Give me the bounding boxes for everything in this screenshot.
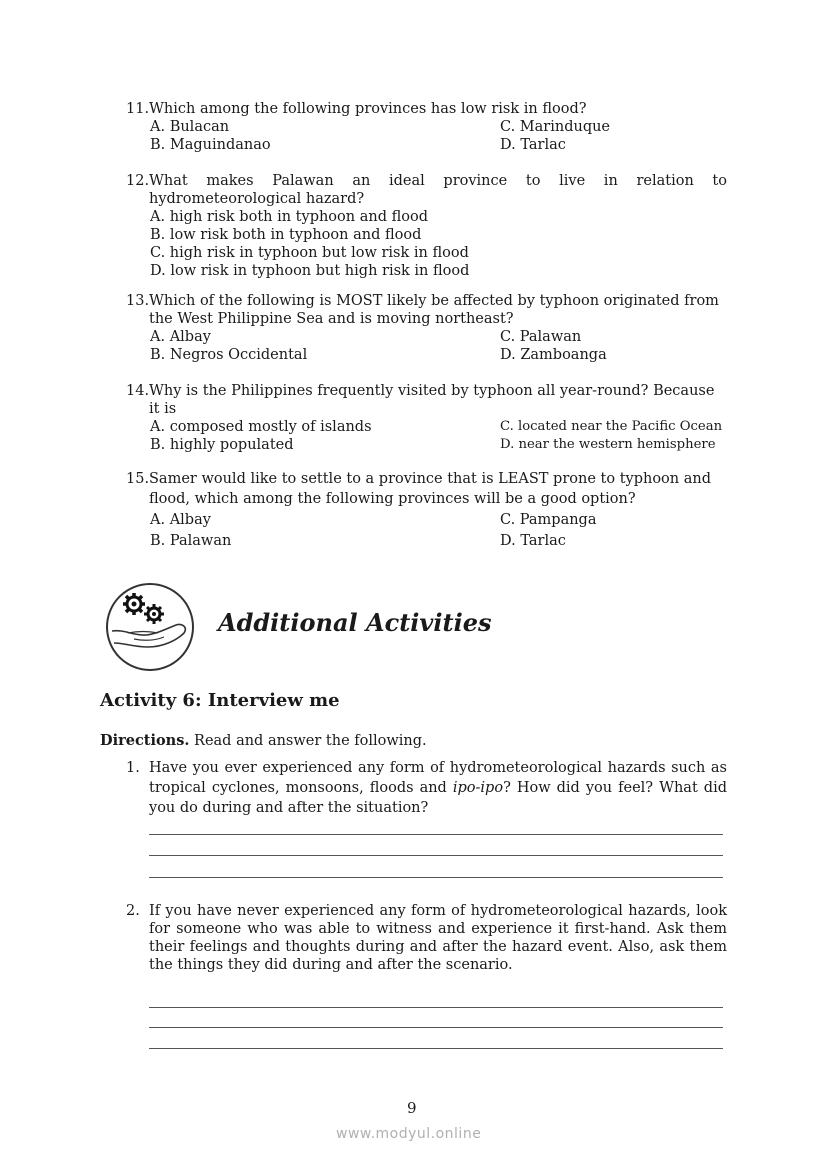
gears-in-hand-icon (104, 581, 196, 673)
question-13-option-c: C. Palawan (500, 329, 582, 345)
answer-line[interactable] (149, 1048, 723, 1049)
question-11-option-c: C. Marinduque (500, 119, 611, 135)
item-1-text-before: Have you ever experienced any form of hydrometeorological hazards such as tropical cyclones, monsoons, floods and (149, 760, 727, 796)
question-14-option-c: C. located near the Pacific Ocean (500, 419, 723, 434)
answer-line[interactable] (149, 834, 723, 835)
question-13-stem-line-2: the West Philippine Sea and is moving northeast? (149, 311, 514, 327)
item-1-text-italic: ipo-ipo (452, 780, 504, 796)
question-13-stem-line-1: Which of the following is MOST likely be affected by typhoon originated from (149, 293, 719, 309)
question-11-stem: Which among the following provinces has low risk in flood? (149, 101, 587, 117)
question-14-stem-line-2: it is (149, 401, 177, 417)
activity-title: Activity 6: Interview me (100, 690, 340, 711)
question-12-option-d: D. low risk in typhoon but high risk in flood (150, 263, 470, 279)
answer-line[interactable] (149, 1027, 723, 1028)
page-number: 9 (407, 1099, 417, 1117)
answer-line[interactable] (149, 877, 723, 878)
question-15-option-d: D. Tarlac (500, 533, 566, 549)
question-13-option-a: A. Albay (150, 329, 211, 345)
question-12-number: 12. (126, 173, 150, 189)
question-11-number: 11. (126, 101, 150, 117)
question-13-number: 13. (126, 293, 150, 309)
question-15-option-b: B. Palawan (150, 533, 232, 549)
item-2-text: If you have never experienced any form of hydrometeorological hazards, look for someone who was able to witness and experience it first-hand. Ask them their feelings and thoughts during and after the hazard event. Also, ask them the things they did during and after the scenario. (149, 903, 727, 973)
item-1-text-after: ? How did you feel? What did you do during and after the situation? (149, 780, 727, 816)
question-12-option-a: A. high risk both in typhoon and flood (150, 209, 429, 225)
answer-line[interactable] (149, 855, 723, 856)
question-12-option-b: B. low risk both in typhoon and flood (150, 227, 422, 243)
question-12-stem-line-1: What makes Palawan an ideal province to live in relation to (149, 173, 727, 189)
question-11-option-a: A. Bulacan (150, 119, 230, 135)
question-14-stem-line-1: Why is the Philippines frequently visited by typhoon all year-round? Because (149, 383, 715, 399)
question-13-option-d: D. Zamboanga (500, 347, 607, 363)
answer-line[interactable] (149, 1007, 723, 1008)
directions-text: Read and answer the following. (189, 733, 427, 749)
question-15-option-c: C. Pampanga (500, 512, 597, 528)
question-15-option-a: A. Albay (150, 512, 211, 528)
item-1-text (149, 758, 727, 818)
question-15-stem-line-2: flood, which among the following provinces will be a good option? (149, 491, 636, 507)
section-title: Additional Activities (218, 608, 492, 637)
question-15-number: 15. (126, 471, 150, 487)
item-1-number: 1. (126, 760, 140, 776)
question-14-option-a: A. composed mostly of islands (150, 419, 372, 435)
question-11-option-b: B. Maguindanao (150, 137, 271, 153)
question-14-option-b: B. highly populated (150, 437, 294, 453)
watermark: www.modyul.online (336, 1126, 482, 1142)
question-14-option-d: D. near the western hemisphere (500, 437, 716, 452)
question-11-option-d: D. Tarlac (500, 137, 566, 153)
question-12-stem-line-2: hydrometeorological hazard? (149, 191, 365, 207)
question-15-stem-line-1: Samer would like to settle to a province that is LEAST prone to typhoon and (149, 471, 712, 487)
question-12-option-c: C. high risk in typhoon but low risk in flood (150, 245, 469, 261)
question-13-option-b: B. Negros Occidental (150, 347, 308, 363)
item-2-number: 2. (126, 903, 140, 919)
question-14-number: 14. (126, 383, 150, 399)
directions-label: Directions. (100, 732, 190, 749)
directions (100, 732, 427, 749)
